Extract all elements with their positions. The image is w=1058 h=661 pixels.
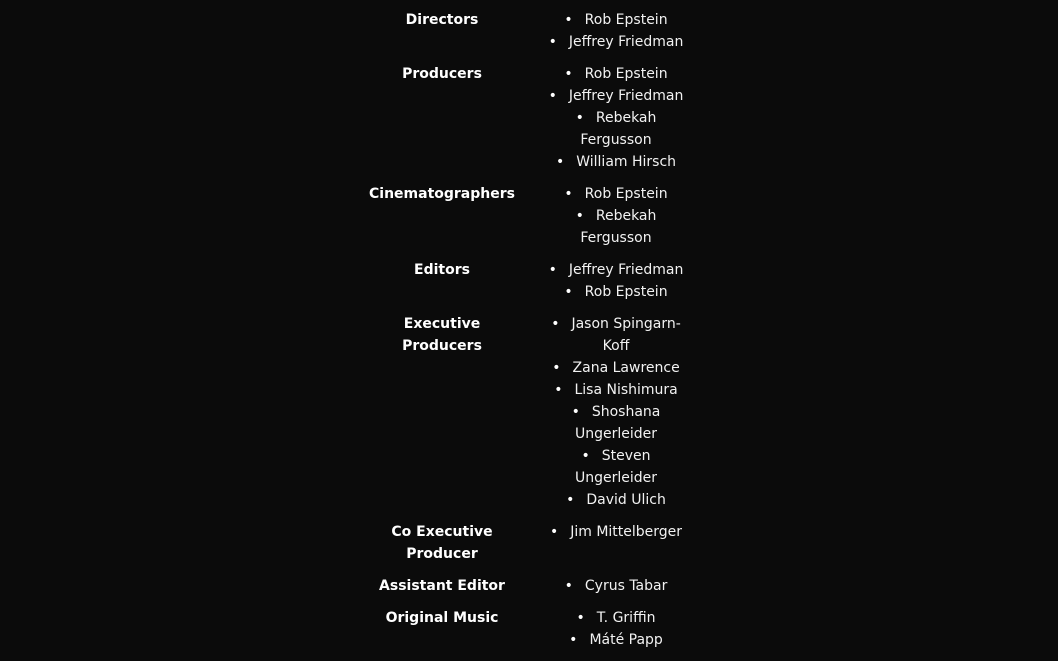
credit-name: Lisa Nishimura [574, 382, 678, 398]
bullet-icon: • [575, 110, 584, 126]
credit-name: Rob Epstein [584, 12, 668, 28]
credit-name-item [529, 489, 703, 511]
credit-role: Executive Producers [402, 316, 482, 354]
credit-name: Rob Epstein [584, 186, 668, 202]
bullet-icon: • [549, 524, 559, 540]
credit-name-item [529, 9, 703, 31]
bullet-icon: • [581, 448, 590, 464]
credit-role: Producers [402, 66, 482, 82]
bullet-icon: • [552, 360, 561, 376]
credit-name: David Ulich [586, 492, 666, 508]
credit-name: Jeffrey Friedman [568, 34, 684, 50]
credit-name: Rebekah Fergusson [580, 110, 657, 148]
credit-name: Rebekah Fergusson [580, 208, 657, 246]
credits-list [355, 9, 703, 661]
bullet-icon: • [564, 578, 573, 594]
credit-name-item [529, 629, 703, 651]
credit-name: Jeffrey Friedman [568, 88, 684, 104]
bullet-icon: • [551, 316, 560, 332]
bullet-icon: • [576, 610, 585, 626]
credit-role: Co Executive Producer [391, 524, 493, 562]
credit-names-list [529, 259, 703, 303]
credit-row [355, 521, 703, 565]
bullet-icon: • [554, 382, 563, 398]
credit-name: Steven Ungerleider [574, 448, 658, 486]
credit-name-item [529, 107, 703, 151]
credit-name-item [529, 313, 703, 357]
credit-row [355, 183, 703, 249]
credit-row [355, 575, 703, 597]
credit-role: Cinematographers [369, 186, 515, 202]
credit-names-list [529, 313, 703, 511]
credit-name: Cyrus Tabar [584, 578, 668, 594]
credit-names-list [529, 183, 703, 249]
credit-name: Máté Papp [589, 632, 663, 648]
credit-name: Zana Lawrence [572, 360, 680, 376]
bullet-icon: • [571, 404, 580, 420]
credit-name-item [529, 183, 703, 205]
credit-name: T. Griffin [596, 610, 656, 626]
credit-name-item [529, 151, 703, 173]
credit-name-item [529, 401, 703, 445]
bullet-icon: • [564, 186, 573, 202]
credit-name-item [529, 259, 703, 281]
credit-name-item [529, 31, 703, 53]
credit-row [355, 607, 703, 651]
bullet-icon: • [555, 154, 565, 170]
credit-name: Shoshana Ungerleider [574, 404, 661, 442]
bullet-icon: • [548, 88, 557, 104]
credit-name-item [529, 445, 703, 489]
credit-name-item [529, 63, 703, 85]
bullet-icon: • [569, 632, 578, 648]
credit-name: Rob Epstein [584, 284, 668, 300]
credit-name-item [529, 205, 703, 249]
credit-name: Rob Epstein [584, 66, 668, 82]
credit-name: Jim Mittelberger [570, 524, 683, 540]
credit-role: Original Music [385, 610, 499, 626]
bullet-icon: • [564, 66, 573, 82]
credit-role: Editors [414, 262, 470, 278]
credit-role: Assistant Editor [379, 578, 505, 594]
credit-name: Jeffrey Friedman [568, 262, 684, 278]
credit-names-list [529, 63, 703, 173]
credit-name-item [529, 379, 703, 401]
bullet-icon: • [564, 284, 573, 300]
credit-names-list [529, 521, 703, 543]
credit-names-list [529, 9, 703, 53]
credit-row [355, 313, 703, 511]
credit-row [355, 9, 703, 53]
credit-name: Jason Spingarn-Koff [571, 316, 681, 354]
credit-name-item [529, 575, 703, 597]
credit-row [355, 259, 703, 303]
credit-role: Directors [405, 12, 479, 28]
credit-names-list [529, 607, 703, 651]
credit-name-item [529, 607, 703, 629]
credit-name-item [529, 85, 703, 107]
credit-name-item [529, 521, 703, 543]
credit-name: William Hirsch [576, 154, 677, 170]
bullet-icon: • [564, 12, 573, 28]
bullet-icon: • [548, 262, 557, 278]
credit-name-item [529, 281, 703, 303]
credit-row [355, 63, 703, 173]
bullet-icon: • [575, 208, 584, 224]
credit-names-list [529, 575, 703, 597]
bullet-icon: • [566, 492, 575, 508]
credit-name-item [529, 357, 703, 379]
bullet-icon: • [548, 34, 557, 50]
